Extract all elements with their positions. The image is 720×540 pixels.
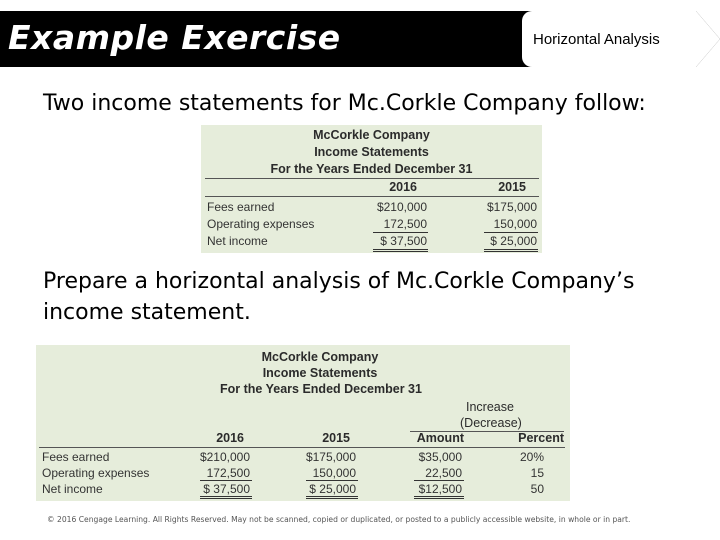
total-double-rule <box>200 496 252 497</box>
subtotal-rule <box>414 480 464 481</box>
cell-2015: $175,000 <box>486 200 537 214</box>
table-report: Income Statements <box>262 366 378 380</box>
cell-amount: 22,500 <box>425 466 462 480</box>
row-label: Net income <box>207 234 268 248</box>
cell-2015: $ 25,000 <box>309 482 356 496</box>
column-rule <box>205 196 539 197</box>
total-double-rule <box>373 249 428 250</box>
col-header-2016: 2016 <box>216 431 244 445</box>
row-label: Net income <box>42 482 103 496</box>
row-label: Operating expenses <box>207 217 315 231</box>
group-header-decrease: (Decrease) <box>460 416 522 430</box>
column-rule <box>39 447 565 448</box>
prompt-text: Prepare a horizontal analysis of Mc.Corkle Company’s income statement. <box>43 269 635 325</box>
cell-2016: $210,000 <box>376 200 427 214</box>
row-label: Fees earned <box>207 200 275 214</box>
cell-percent: 50 <box>530 482 544 496</box>
cell-percent: 20% <box>519 450 544 464</box>
total-double-rule <box>306 496 358 497</box>
group-header-increase: Increase <box>466 400 514 414</box>
cell-2015: 150,000 <box>312 466 356 480</box>
subtotal-rule <box>306 480 358 481</box>
cell-2016: 172,500 <box>383 217 427 231</box>
copyright-notice: © 2016 Cengage Learning. All Rights Reserved. May not be scanned, copied or duplicated, or posted to a publicly accessible website, in whole or in part. <box>47 515 631 524</box>
total-double-rule <box>373 251 428 252</box>
row-label: Operating expenses <box>42 466 150 480</box>
col-header-2015: 2015 <box>322 431 350 445</box>
subtotal-rule <box>373 232 428 233</box>
banner-title: Example Exercise <box>8 18 341 57</box>
col-header-2016: 2016 <box>389 180 417 194</box>
intro-text: Two income statements for Mc.Corkle Company follow: <box>43 91 646 116</box>
total-double-rule <box>306 498 358 499</box>
table-company: McCorkle Company <box>261 350 379 364</box>
col-header-2015: 2015 <box>498 180 526 194</box>
row-label: Fees earned <box>42 450 110 464</box>
total-double-rule <box>200 498 252 499</box>
total-double-rule <box>484 249 538 250</box>
subtotal-rule <box>484 232 538 233</box>
cell-2016: $210,000 <box>199 450 250 464</box>
total-double-rule <box>414 498 464 499</box>
cell-2015: $ 25,000 <box>490 234 537 248</box>
horizontal-analysis-table <box>36 345 570 501</box>
col-header-amount: Amount <box>416 431 464 445</box>
cell-2015: $175,000 <box>305 450 356 464</box>
total-double-rule <box>414 496 464 497</box>
table-period: For the Years Ended December 31 <box>270 162 473 176</box>
cell-percent: 15 <box>530 466 544 480</box>
cell-2016: $ 37,500 <box>380 234 427 248</box>
total-double-rule <box>484 251 538 252</box>
cell-2016: $ 37,500 <box>203 482 250 496</box>
cell-amount: $12,500 <box>418 482 462 496</box>
table-report: Income Statements <box>314 145 429 159</box>
income-statement-table <box>201 125 542 253</box>
table-company: McCorkle Company <box>313 128 430 142</box>
subtotal-rule <box>200 480 252 481</box>
banner-tag-text: Horizontal Analysis <box>533 31 660 48</box>
cell-amount: $35,000 <box>418 450 462 464</box>
header-rule <box>205 178 539 179</box>
col-header-percent: Percent <box>518 431 564 445</box>
cell-2015: 150,000 <box>493 217 537 231</box>
table-period: For the Years Ended December 31 <box>220 382 422 396</box>
cell-2016: 172,500 <box>206 466 250 480</box>
